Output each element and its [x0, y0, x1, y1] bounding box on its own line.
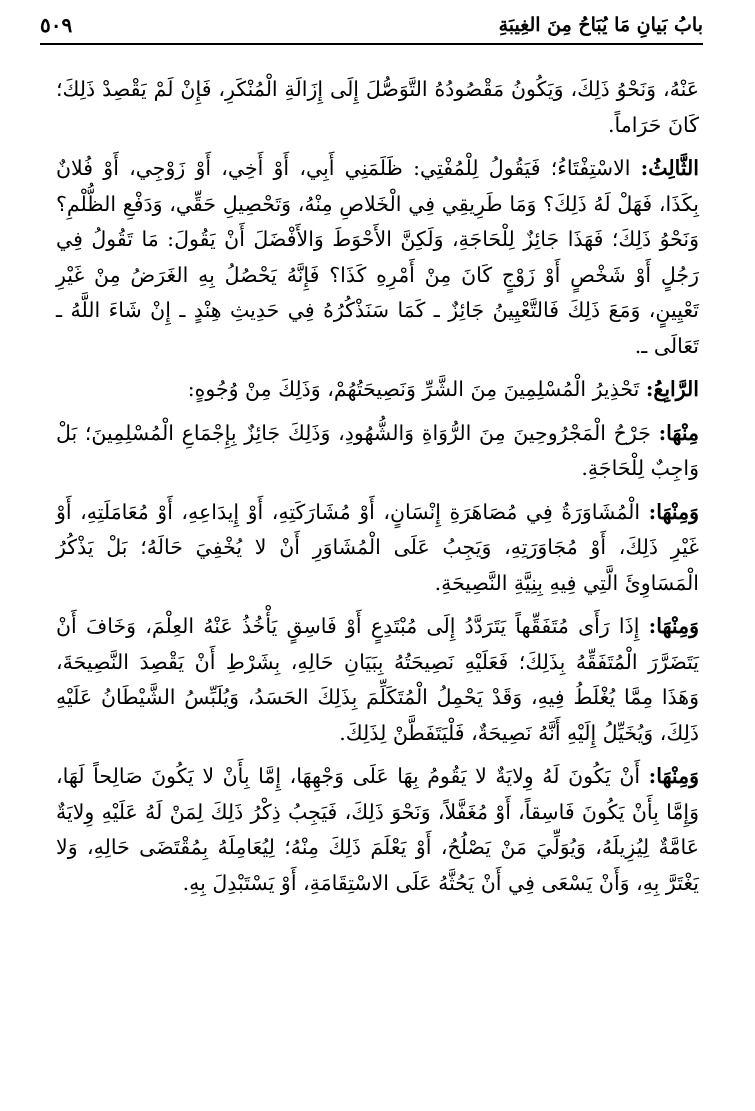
paragraph-text: الْمُشَاوَرَةُ فِي مُصَاهَرَةِ إِنْسَانٍ، أَوْ مُشَارَكَتِهِ، أَوْ إِيدَاعِهِ، أَوْ مُعَامَلَتِهِ، أَوْ غَيْرِ ذَلِكَ، أَوْ مُجَاوَرَتِهِ، وَيَجِبُ عَلَى الْمُشَاوَرِ أَنْ لا يُخْفِيَ حَالَهُ؛ بَلْ يَذْكُرُ الْمَسَاوِئَ الَّتِي فِيهِ بِنِيَّةِ النَّصِيحَةِ.	[56, 499, 699, 595]
paragraph-lead: وَمِنْهَا:	[648, 614, 699, 638]
paragraph-text: أَنْ يَكُونَ لَهُ وِلايَةٌ لا يَقُومُ بِهَا عَلَى وَجْهِهَا، إِمَّا بِأَنْ لا يَكُونَ صَالِحاً لَهَا، وَإِمَّا بِأَنْ يَكُونَ فَاسِقاً، أَوْ مُغَفَّلاً، وَنَحْوَ ذَلِكَ، فَيَجِبُ ذِكْرُ ذَلِكَ لِمَنْ لَهُ عَلَيْهِ وِلايَةٌ عَامَّةٌ لِيُزِيلَهُ، وَيُوَلِّيَ مَنْ يَصْلُحُ، أَوْ يَعْلَمَ ذَلِكَ مِنْهُ؛ لِيُعَامِلَهُ بِمُقْتَضَى حَالِهِ، وَلا يَغْتَرَّ بِهِ، وَأَنْ يَسْعَى فِي أَنْ يَحُثَّهُ عَلَى الاسْتِقَامَةِ، أَوْ يَسْتَبْدِلَ بِهِ.	[56, 764, 699, 895]
paragraph-text: جَرْحُ الْمَجْرُوحِينَ مِنَ الرُّوَاةِ وَالشُّهُودِ، وَذَلِكَ جَائِزٌ بِإِجْمَاعِ الْمُسْلِمِينَ؛ بَلْ وَاجِبٌ لِلْحَاجَةِ.	[56, 420, 699, 480]
paragraph-continuation	[56, 72, 699, 143]
page-body	[56, 72, 699, 909]
running-header	[40, 10, 703, 40]
paragraph-text: عَنْهُ، وَنَحْوُ ذَلِكَ، وَيَكُونُ مَقْصُودُهُ التَّوَصُّلَ إِلَى إِزَالَةِ الْمُنْكَرِ، فَإِنْ لَمْ يَقْصِدْ ذَلِكَ؛ كَانَ حَرَاماً.	[56, 77, 699, 137]
header-rule	[40, 43, 703, 45]
page-number: ٥٠٩	[40, 13, 73, 37]
paragraph-lead: الرَّابِعُ:	[645, 377, 699, 401]
paragraph-case-1	[56, 416, 699, 487]
paragraph-text: تَحْذِيرُ الْمُسْلِمِينَ مِنَ الشَّرِّ وَنَصِيحَتُهُمْ، وَذَلِكَ مِنْ وُجُوهٍ:	[187, 377, 646, 401]
paragraph-case-4	[56, 759, 699, 901]
paragraph-text: إِذَا رَأَى مُتَفَقِّهاً يَتَرَدَّدُ إِلَى مُبْتَدِعٍ أَوْ فَاسِقٍ يَأْخُذُ عَنْهُ العِلْمَ، وَخَافَ أَنْ يَتَضَرَّرَ الْمُتَفَقِّهُ بِذَلِكَ؛ فَعَلَيْهِ نَصِيحَتُهُ بِبَيَانِ حَالِهِ، بِشَرْطِ أَنْ يَقْصِدَ النَّصِيحَةَ، وَهَذَا مِمَّا يُغْلَطُ فِيهِ، وَقَدْ يَحْمِلُ الْمُتَكَلِّمَ بِذَلِكَ الحَسَدُ، وَيُلَبِّسُ الشَّيْطَانُ عَلَيْهِ ذَلِكَ، وَيُخَيِّلُ إِلَيْهِ أَنَّهُ نَصِيحَةٌ، فَلْيَتَفَطَّنْ لِذَلِكَ.	[56, 614, 699, 745]
paragraph-lead: مِنْهَا:	[658, 420, 699, 445]
paragraph-lead: وَمِنْهَا:	[648, 764, 699, 788]
chapter-title: بابُ بَيانِ مَا يُبَاحُ مِنَ الغِيبَةِ	[498, 14, 703, 36]
paragraph-lead: وَمِنْهَا:	[648, 499, 699, 524]
paragraph-third-category	[56, 151, 699, 364]
paragraph-fourth-category	[56, 372, 699, 408]
paragraph-case-3	[56, 609, 699, 751]
paragraph-case-2	[56, 495, 699, 602]
paragraph-lead: الثَّالِثُ:	[640, 156, 699, 180]
paragraph-text: الاسْتِفْتَاءُ؛ فَيَقُولُ لِلْمُفْتِي: ظَلَمَنِي أَبِي، أَوْ أَخِي، أَوْ زَوْجِي، أَوْ فُلانٌ بِكَذَا، فَهَلْ لَهُ ذَلِكَ؟ وَمَا طَرِيقِي فِي الْخَلاصِ مِنْهُ، وَتَحْصِيلِ حَقِّي، وَدَفْعِ الظُّلْمِ؟ وَنَحْوُ ذَلِكَ؛ فَهَذَا جَائِزٌ لِلْحَاجَةِ، وَلَكِنَّ الأَحْوَطَ وَالأَفْضَلَ أَنْ يَقُولَ: مَا تَقُولُ فِي رَجُلٍ أَوْ شَخْصٍ أَوْ زَوْجٍ كَانَ مِنْ أَمْرِهِ كَذَا؟ فَإِنَّهُ يَحْصُلُ بِهِ الغَرَضُ مِنْ غَيْرِ تَعْيِينٍ، وَمَعَ ذَلِكَ فَالتَّعْيِينُ جَائِزٌ ـ كَمَا سَنَذْكُرُهُ فِي حَدِيثِ هِنْدٍ ـ إِنْ شَاءَ اللَّهُ ـ تَعَالَى ـ.	[56, 156, 699, 358]
